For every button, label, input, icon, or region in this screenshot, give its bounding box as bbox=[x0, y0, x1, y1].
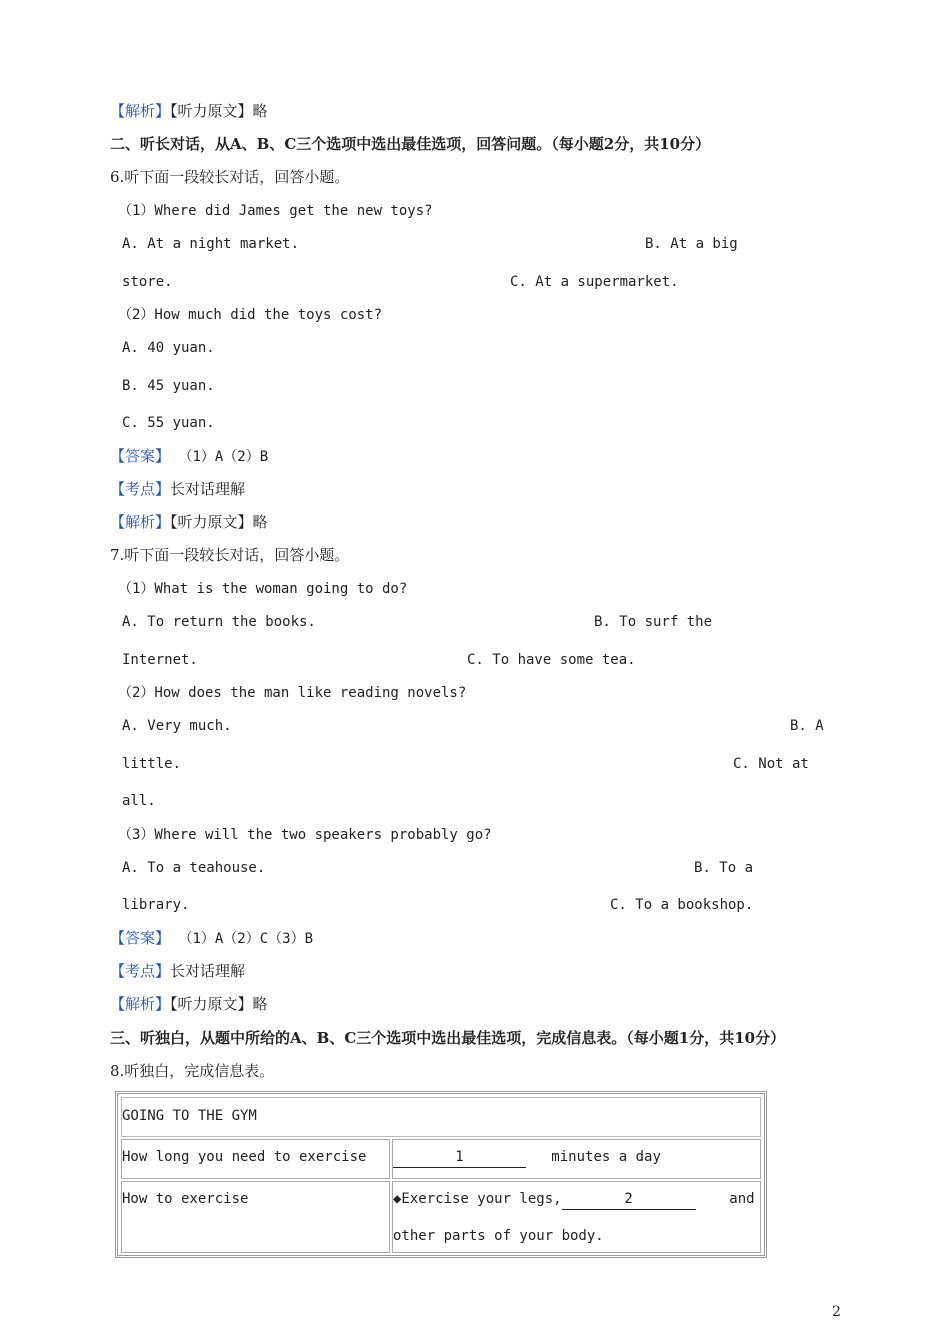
q7-analysis-line bbox=[110, 994, 268, 1014]
q6-sub1-option-c: C. At a supermarket. bbox=[510, 274, 679, 290]
table-row2-value-cell bbox=[392, 1181, 761, 1253]
q7-sub1-question: （1）What is the woman going to do? bbox=[118, 581, 408, 597]
section-3-heading: 三、听独白，从题中所给的A、B、C三个选项中选出最佳选项，完成信息表。（每小题1分，共10分） bbox=[110, 1029, 786, 1047]
table-row1-value-cell bbox=[392, 1139, 761, 1179]
q6-sub2-option-c: C. 55 yuan. bbox=[122, 415, 215, 431]
q7-sub3-option-a: A. To a teahouse. bbox=[122, 860, 266, 876]
table-row1-value bbox=[393, 1147, 661, 1168]
row1-after-text: minutes a day bbox=[551, 1149, 661, 1165]
q6-sub2-option-b: B. 45 yuan. bbox=[122, 378, 215, 394]
q7-sub1-option-a: A. To return the books. bbox=[122, 614, 316, 630]
answer-tag: 【答案】 bbox=[110, 447, 171, 465]
info-table bbox=[115, 1091, 767, 1258]
table-row2-value-line1 bbox=[393, 1189, 755, 1210]
q6-sub1-option-b-cont: store. bbox=[122, 274, 173, 290]
table-row2-label-cell bbox=[121, 1181, 390, 1253]
question-7-intro: 7.听下面一段较长对话，回答小题。 bbox=[110, 546, 350, 564]
q7-sub2-option-c: C. Not at bbox=[733, 756, 809, 772]
row2-and: and bbox=[729, 1191, 755, 1207]
q7-answer-line bbox=[110, 928, 313, 949]
q7-sub3-option-c: C. To a bookshop. bbox=[610, 897, 754, 913]
table-title: GOING TO THE GYM bbox=[122, 1108, 257, 1124]
q7-point-line bbox=[110, 961, 245, 981]
listening-text-tag: 【听力原文】 bbox=[170, 102, 253, 120]
page-number: 2 bbox=[832, 1304, 841, 1320]
analysis-tag: 【解析】 bbox=[110, 995, 171, 1013]
point-tag: 【考点】 bbox=[110, 480, 171, 498]
q7-sub1-option-c: C. To have some tea. bbox=[467, 652, 636, 668]
section-2-heading: 二、听长对话，从A、B、C三个选项中选出最佳选项，回答问题。（每小题2分，共10分） bbox=[110, 135, 711, 153]
answer-text: （1）A（2）C（3）B bbox=[170, 931, 314, 947]
q7-sub3-option-b: B. To a bbox=[694, 860, 754, 876]
q7-sub3-option-b-cont: library. bbox=[122, 897, 190, 913]
q6-sub2-option-a: A. 40 yuan. bbox=[122, 340, 215, 356]
q7-sub2-option-c-cont: all. bbox=[122, 793, 156, 809]
q6-sub1-option-b: B. At a big bbox=[645, 236, 738, 252]
q6-sub1-question: （1）Where did James get the new toys? bbox=[118, 203, 433, 219]
analysis-tag: 【解析】 bbox=[110, 513, 171, 531]
analysis-tag: 【解析】 bbox=[110, 102, 171, 120]
answer-text: （1）A（2）B bbox=[170, 449, 269, 465]
analysis-text: 略 bbox=[252, 102, 268, 120]
listening-text-tag: 【听力原文】 bbox=[170, 995, 253, 1013]
point-text: 长对话理解 bbox=[170, 480, 246, 498]
answer-tag: 【答案】 bbox=[110, 929, 171, 947]
q7-sub2-option-a: A. Very much. bbox=[122, 718, 232, 734]
blank-2[interactable]: 2 bbox=[562, 1189, 696, 1210]
q6-point-line bbox=[110, 479, 245, 499]
point-tag: 【考点】 bbox=[110, 962, 171, 980]
q6-sub1-option-a: A. At a night market. bbox=[122, 236, 300, 252]
q7-sub2-question: （2）How does the man like reading novels? bbox=[118, 685, 467, 701]
table-title-cell bbox=[121, 1097, 761, 1137]
table-row1-label: How long you need to exercise bbox=[122, 1149, 367, 1165]
table-row2-value-line2: other parts of your body. bbox=[393, 1228, 604, 1244]
q7-sub1-option-b: B. To surf the bbox=[594, 614, 713, 630]
table-row1-label-cell bbox=[121, 1139, 390, 1179]
q7-sub2-option-b: B. A bbox=[790, 718, 824, 734]
q6-sub2-question: （2）How much did the toys cost? bbox=[118, 307, 383, 323]
q6-analysis-line bbox=[110, 512, 268, 532]
q7-sub1-option-b-cont: Internet. bbox=[122, 652, 198, 668]
q7-sub2-option-b-cont: little. bbox=[122, 756, 182, 772]
q6-answer-line bbox=[110, 446, 268, 467]
point-text: 长对话理解 bbox=[170, 962, 246, 980]
q7-sub3-question: （3）Where will the two speakers probably go? bbox=[118, 827, 492, 843]
question-8-intro: 8.听独白，完成信息表。 bbox=[110, 1062, 275, 1080]
blank-1[interactable]: 1 bbox=[393, 1147, 526, 1168]
listening-text-tag: 【听力原文】 bbox=[170, 513, 253, 531]
analysis-text: 略 bbox=[252, 995, 268, 1013]
table-row2-label: How to exercise bbox=[122, 1191, 249, 1207]
analysis-line bbox=[110, 101, 268, 121]
row2-bullet-text: ◆Exercise your legs, bbox=[393, 1191, 562, 1207]
question-6-intro: 6.听下面一段较长对话，回答小题。 bbox=[110, 168, 350, 186]
analysis-text: 略 bbox=[252, 513, 268, 531]
